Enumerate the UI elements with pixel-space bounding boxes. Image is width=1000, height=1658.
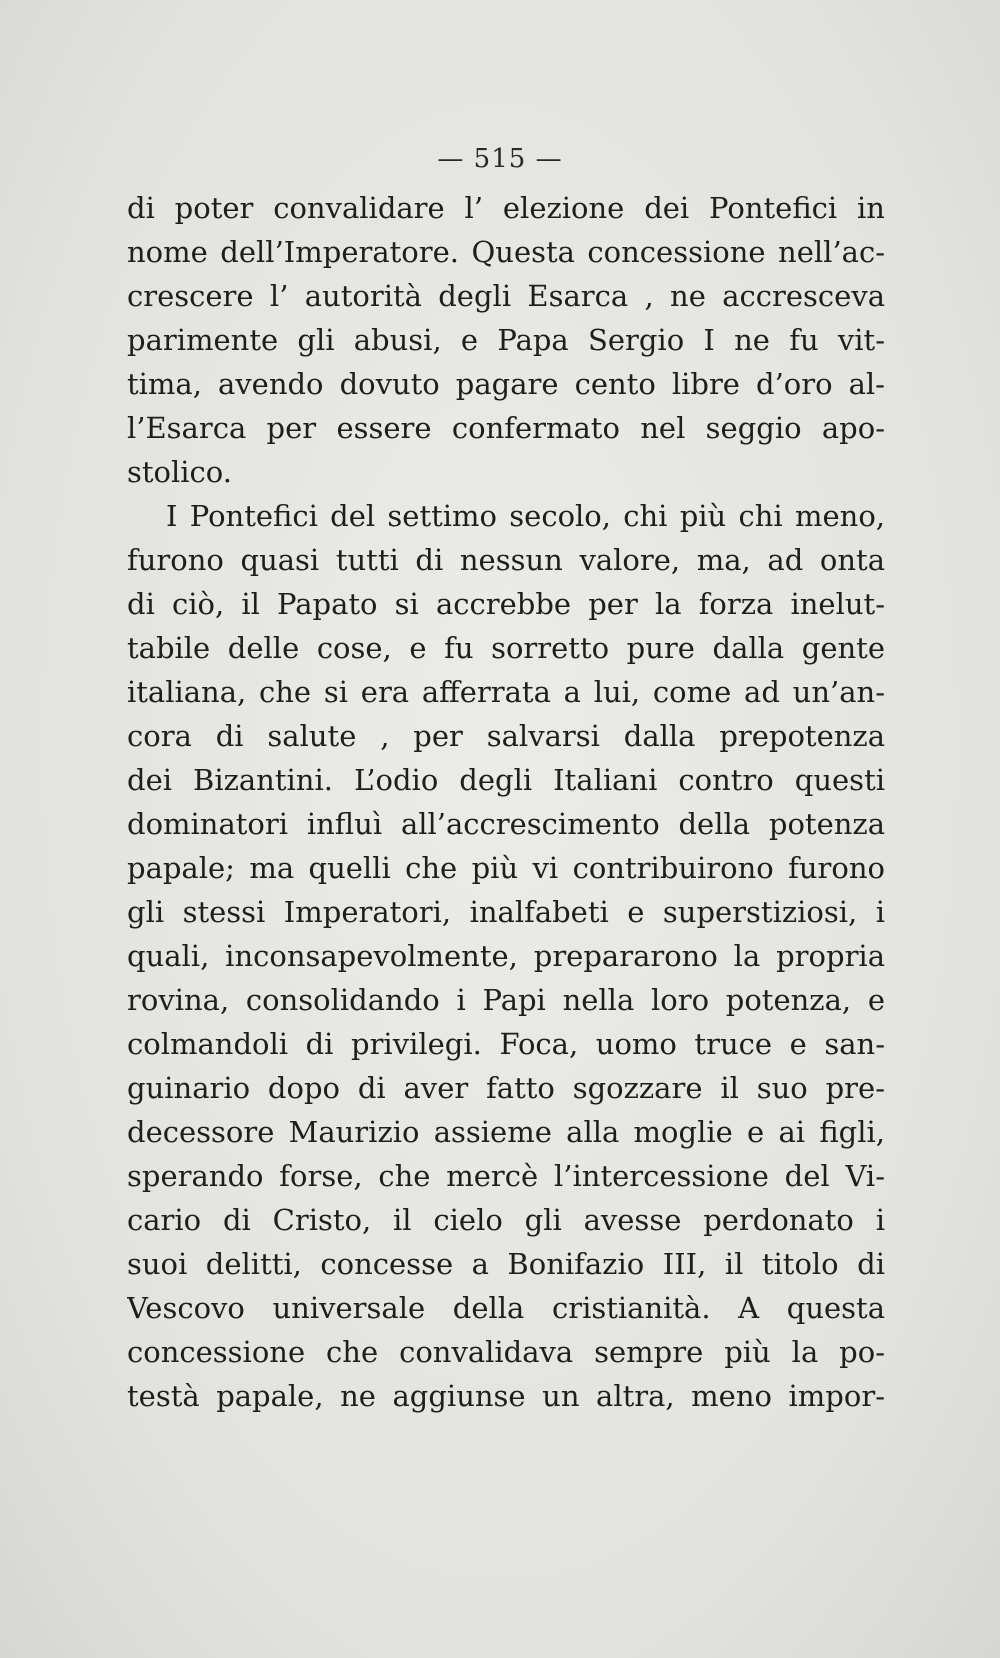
- text-line: crescere l’ autorità degli Esarca , ne accresceva: [127, 279, 885, 313]
- text-line: furono quasi tutti di nessun valore, ma, ad onta: [127, 543, 885, 577]
- text-line: cario di Cristo, il cielo gli avesse perdonato i: [127, 1203, 885, 1237]
- text-line: quali, inconsapevolmente, prepararono la propria: [127, 939, 885, 973]
- text-line: testà papale, ne aggiunse un altra, meno impor-: [127, 1379, 885, 1413]
- text-line: l’Esarca per essere confermato nel seggio apo-: [127, 411, 885, 445]
- paragraph-first-line: I Pontefici del settimo secolo, chi più chi meno,: [166, 499, 885, 533]
- text-line: decessore Maurizio assieme alla moglie e ai figli,: [127, 1115, 885, 1149]
- text-line: concessione che convalidava sempre più la po-: [127, 1335, 885, 1369]
- text-line: parimente gli abusi, e Papa Sergio I ne fu vit-: [127, 323, 885, 357]
- text-line: dominatori influì all’accrescimento della potenza: [127, 807, 885, 841]
- text-line: gli stessi Imperatori, inalfabeti e superstiziosi, i: [127, 895, 885, 929]
- text-line: suoi delitti, concesse a Bonifazio III, il titolo di: [127, 1247, 885, 1281]
- text-line: italiana, che si era afferrata a lui, come ad un’an-: [127, 675, 885, 709]
- text-line: sperando forse, che mercè l’intercessione del Vi-: [127, 1159, 885, 1193]
- text-line: rovina, consolidando i Papi nella loro potenza, e: [127, 983, 885, 1017]
- text-line: guinario dopo di aver fatto sgozzare il suo pre-: [127, 1071, 885, 1105]
- text-line: colmandoli di privilegi. Foca, uomo truce e san-: [127, 1027, 885, 1061]
- text-line: tabile delle cose, e fu sorretto pure dalla gente: [127, 631, 885, 665]
- text-line: Vescovo universale della cristianità. A questa: [127, 1291, 885, 1325]
- text-line: stolico.: [127, 455, 232, 489]
- text-line: nome dell’Imperatore. Questa concessione nell’ac-: [127, 235, 885, 269]
- text-line: tima, avendo dovuto pagare cento libre d’oro al-: [127, 367, 885, 401]
- text-line: di poter convalidare l’ elezione dei Pontefici in: [127, 191, 885, 225]
- text-line: dei Bizantini. L’odio degli Italiani contro questi: [127, 763, 885, 797]
- text-line: cora di salute , per salvarsi dalla prepotenza: [127, 719, 885, 753]
- text-line: di ciò, il Papato si accrebbe per la forza inelut-: [127, 587, 885, 621]
- text-line: papale; ma quelli che più vi contribuirono furono: [127, 851, 885, 885]
- page-number: — 515 —: [437, 144, 563, 174]
